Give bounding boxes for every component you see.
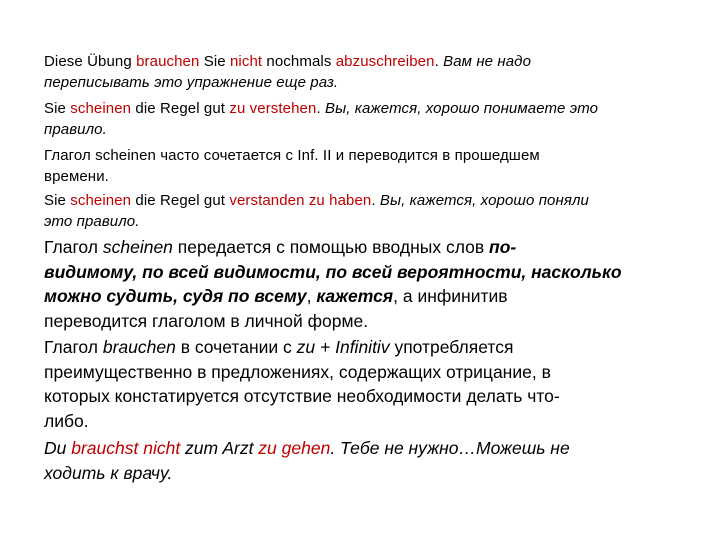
text: . Тебе не нужно…Можешь не xyxy=(330,438,570,458)
text: die Regel gut xyxy=(131,192,230,209)
paragraph-scheinen-translation xyxy=(44,235,672,333)
paragraph-line: переводится глаголом в личной форме. xyxy=(44,310,369,331)
text: Diese Übung xyxy=(44,53,137,70)
highlight-nicht: nicht xyxy=(229,53,263,70)
text: Du xyxy=(44,438,72,458)
highlight-brauchst-nicht: brauchst nicht xyxy=(71,438,181,458)
text: Глагол xyxy=(44,237,103,257)
text: Sie xyxy=(199,53,230,70)
translation-line: правило. xyxy=(44,121,107,138)
translation: Вы, кажется, хорошо поняли xyxy=(379,192,589,209)
term-introductory: по- xyxy=(489,237,517,257)
paragraph-line xyxy=(44,51,672,72)
highlight-abzuschreiben: abzuschreiben xyxy=(335,53,435,70)
translation: Вы, кажется, хорошо понимаете это xyxy=(324,100,599,117)
paragraph-line: ходить к врачу. xyxy=(44,462,173,483)
introductory-words-line: видимому, по всей видимости, по всей вероятности, насколько xyxy=(44,261,622,282)
text: , xyxy=(306,286,317,306)
text: . xyxy=(316,100,325,117)
highlight-scheinen: scheinen xyxy=(70,100,132,117)
text: передается с помощью вводных слов xyxy=(172,237,490,257)
text: zum Arzt xyxy=(180,438,259,458)
text: . xyxy=(371,192,380,209)
highlight-scheinen: scheinen xyxy=(70,192,132,209)
paragraph-line xyxy=(44,335,672,360)
text: , а инфинитив xyxy=(393,286,508,306)
term-scheinen: scheinen xyxy=(102,237,173,257)
term-kazhetsya: кажется xyxy=(316,286,394,306)
paragraph-line: преимущественно в предложениях, содержащих отрицание, в xyxy=(44,361,551,382)
text: nochmals xyxy=(262,53,336,70)
paragraph-line: либо. xyxy=(44,410,89,431)
paragraph-brauchen-rule xyxy=(44,335,672,433)
paragraph-line: времени. xyxy=(44,168,109,185)
text: употребляется xyxy=(389,337,514,357)
paragraph-line xyxy=(44,98,672,119)
text: Sie xyxy=(44,100,71,117)
paragraph-no-need-to-rewrite xyxy=(44,51,672,93)
highlight-brauchen: brauchen xyxy=(136,53,200,70)
highlight-verstanden-zu-haben: verstanden zu haben xyxy=(229,192,372,209)
term-introductory: можно судить, судя по всему xyxy=(44,286,307,306)
paragraph-scheinen-example xyxy=(44,98,672,140)
paragraph-line xyxy=(44,235,672,260)
text: в сочетании с xyxy=(175,337,297,357)
paragraph-brauchen-example xyxy=(44,436,672,485)
term-brauchen: brauchen xyxy=(102,337,176,357)
translation-line: переписывать это упражнение еще раз. xyxy=(44,74,339,91)
text: . xyxy=(434,53,444,70)
highlight-zu-verstehen: zu verstehen xyxy=(229,100,317,117)
text: Глагол xyxy=(44,337,103,357)
paragraph-line xyxy=(44,284,672,309)
paragraph-inf-ii-rule xyxy=(44,145,672,187)
paragraph-line: которых констатируется отсутствие необходимости делать что- xyxy=(44,386,560,406)
paragraph-line xyxy=(44,436,672,461)
translation-line: это правило. xyxy=(44,213,140,230)
highlight-zu-gehen: zu gehen xyxy=(258,438,331,458)
translation: Вам не надо xyxy=(443,53,532,70)
paragraph-line: Глагол scheinen часто сочетается с Inf. II и переводится в прошедшем xyxy=(44,147,540,164)
paragraph-line xyxy=(44,190,672,211)
term-zu-infinitiv: zu + Infinitiv xyxy=(296,337,390,357)
text: Sie xyxy=(44,192,71,209)
text: die Regel gut xyxy=(131,100,230,117)
paragraph-inf-ii-example xyxy=(44,190,672,232)
